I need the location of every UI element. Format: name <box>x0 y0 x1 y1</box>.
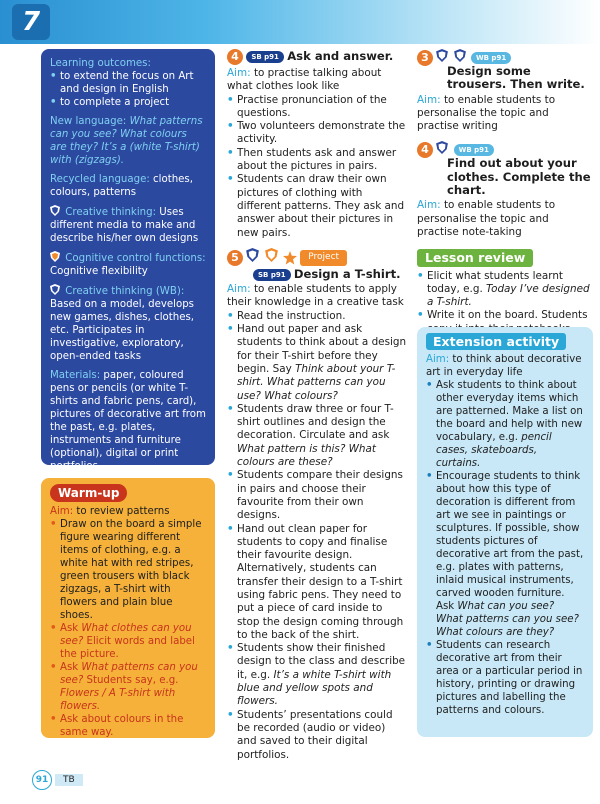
step-item: • Two volunteers demonstrate the activity. <box>227 120 407 147</box>
nl-label: New language: <box>50 116 127 127</box>
shield-icon <box>50 205 60 216</box>
warmup-box <box>41 478 215 738</box>
warmup-aim-label: Aim: <box>50 506 74 517</box>
review-item: • Elicit what students learnt today, e.g. Today I’ve designed a T-shirt. <box>417 270 593 310</box>
warmup-item: • Draw on the board a simple figure wearing different items of clothing, e.g. a white hat with red stripes, green trousers with black zigzags, a T-shirt with flowers and plain blue shoes. <box>50 518 206 622</box>
cc-label: Cognitive control functions: <box>65 253 206 264</box>
step-item: • Practise pronunciation of the questions. <box>227 94 407 121</box>
step-item: • Students show their finished design to the class and describe it, e.g. It’s a white T-shirt with blue and yellow spots and flowers. <box>227 642 407 708</box>
ct-text: Uses different media to make and describe his/her own designs <box>50 207 199 244</box>
shield-icon <box>436 49 448 62</box>
step-number: 4 <box>417 142 433 158</box>
ext-item: • Students can research decorative art from their area or a particular period in history, printing or drawing pictures and labelling the patterns and colours. <box>426 639 584 717</box>
rl-text: clothes, colours, patterns <box>50 174 193 198</box>
sb-tag: SB p91 <box>253 269 291 281</box>
warmup-aim-text: to review patterns <box>76 506 170 517</box>
mat-label: Materials: <box>50 370 101 381</box>
rl-label: Recycled language: <box>50 174 150 185</box>
step-item: • Students can draw their own pictures of clothing with different patterns. They ask and answer about their pictures in new pairs. <box>227 173 407 239</box>
aim-label: Aim: <box>417 199 441 212</box>
step-item: • Then students ask and answer about the pictures in pairs. <box>227 147 407 174</box>
ctwb-label: Creative thinking (WB): <box>65 286 185 297</box>
shield-icon <box>436 141 448 154</box>
warmup-title: Warm-up <box>50 484 127 502</box>
lo-label: Learning outcomes: <box>50 58 151 69</box>
project-tag: Project <box>300 250 347 265</box>
middle-column <box>227 49 407 762</box>
aim-label: Aim: <box>426 354 450 365</box>
nl-text: What patterns can you see? What colours are they? It’s a (white T-shirt) with (zigzags). <box>50 116 203 166</box>
tb-label: TB <box>55 774 83 786</box>
warmup-item: • Ask What patterns can you see? Students say, e.g. Flowers / A T-shirt with flowers. <box>50 661 206 713</box>
aim-text: to enable students to apply their knowledge in a creative task <box>227 283 404 309</box>
aim-label: Aim: <box>417 93 441 106</box>
shield-icon <box>265 248 278 262</box>
aim-text: to enable students to personalise the topic and practise note-taking <box>417 199 556 238</box>
lo-item: • to complete a project <box>50 96 206 109</box>
ext-item: • Encourage students to think about how this type of decoration is different from art we see in paintings or sculptures. If possible, show students pictures of decorative art from the past, e.g. plates with patterns, inlaid musical instruments, carved wooden furniture. Ask What can you see? What patterns can you see? What colours are they? <box>426 470 584 639</box>
shield-icon <box>50 284 60 295</box>
aim-label: Aim: <box>227 67 251 79</box>
step-item: • Read the instruction. <box>227 310 407 323</box>
unit-number: 7 <box>12 4 50 40</box>
aim-text: to think about decorative art in everyday life <box>426 354 582 378</box>
step-number: 3 <box>417 50 433 66</box>
sb-tag: SB p91 <box>246 51 284 63</box>
top-band <box>0 0 600 44</box>
shield-icon <box>454 49 466 62</box>
step-item: • Students draw three or four T-shirt outlines and design the decoration. Circulate and ask What pattern is this? What colours are these? <box>227 403 407 469</box>
ext-item: • Ask students to think about other everyday items which are patterned. Make a list on the board and help with new vocabulary, e.g. pencil cases, skateboards, curtains. <box>426 379 584 470</box>
step-item: • Students compare their designs in pairs and choose their favourite from their own designs. <box>227 469 407 522</box>
shield-icon <box>246 248 259 262</box>
shield-icon <box>50 251 60 262</box>
aim-text: to enable students to personalise the topic and practise writing <box>417 93 556 133</box>
warmup-item: • Ask What clothes can you see? Elicit words and label the picture. <box>50 622 206 661</box>
cc-text: Cognitive flexibility <box>50 266 148 277</box>
step-title: Find out about your clothes. Complete the chart. <box>447 156 591 198</box>
aim-label: Aim: <box>227 283 251 296</box>
step-title: Design some trousers. Then write. <box>447 64 585 92</box>
extension-box <box>417 327 593 737</box>
lo-item: • to extend the focus on Art and design in English <box>50 70 206 96</box>
wb-tag: WB p91 <box>471 52 511 64</box>
step-item: • Hand out clean paper for students to copy and finalise their favourite design. Alternatively, students can transfer their design to a T-shirt using fabric pens. They need to put a piece of card inside to stop the design coming through to the back of the shirt. <box>227 523 407 643</box>
learning-outcomes-box <box>41 49 215 472</box>
star-icon <box>283 251 297 265</box>
warmup-item: • Ask about colours in the same way. <box>50 713 206 739</box>
step-number: 4 <box>227 49 243 65</box>
page-number: 91 <box>32 770 52 790</box>
ctwb-text: Based on a model, develops new games, dishes, clothes, etc. Participates in investigative, exploratory, open-ended tasks <box>50 299 195 362</box>
step-item: • Hand out paper and ask students to think about a design for their T-shirt before they begin. Say Think about your T-shirt. What patterns can you use? What colours? <box>227 323 407 403</box>
right-column <box>417 49 593 336</box>
step-number: 5 <box>227 250 243 266</box>
footer <box>32 770 83 790</box>
step-item: • Students’ presentations could be recorded (audio or video) and saved to their digital portfolios. <box>227 709 407 762</box>
wb-tag: WB p91 <box>454 144 494 156</box>
extension-title: Extension activity <box>426 333 566 350</box>
lesson-review-title: Lesson review <box>417 249 533 266</box>
step-title: Ask and answer. <box>287 49 394 63</box>
review-item: • Write it on the board. Students <box>417 309 593 336</box>
mat-text: paper, coloured pens or pencils (or white T-shirts and fabric pens, card), pictures of decorative art from the past, e.g. plates, instruments and furniture (optional), digital or print portfolios <box>50 370 206 472</box>
step-title: Design a T-shirt. <box>293 266 401 281</box>
aim-text: to practise talking about what clothes look like <box>227 67 382 93</box>
ct-label: Creative thinking: <box>65 207 157 218</box>
